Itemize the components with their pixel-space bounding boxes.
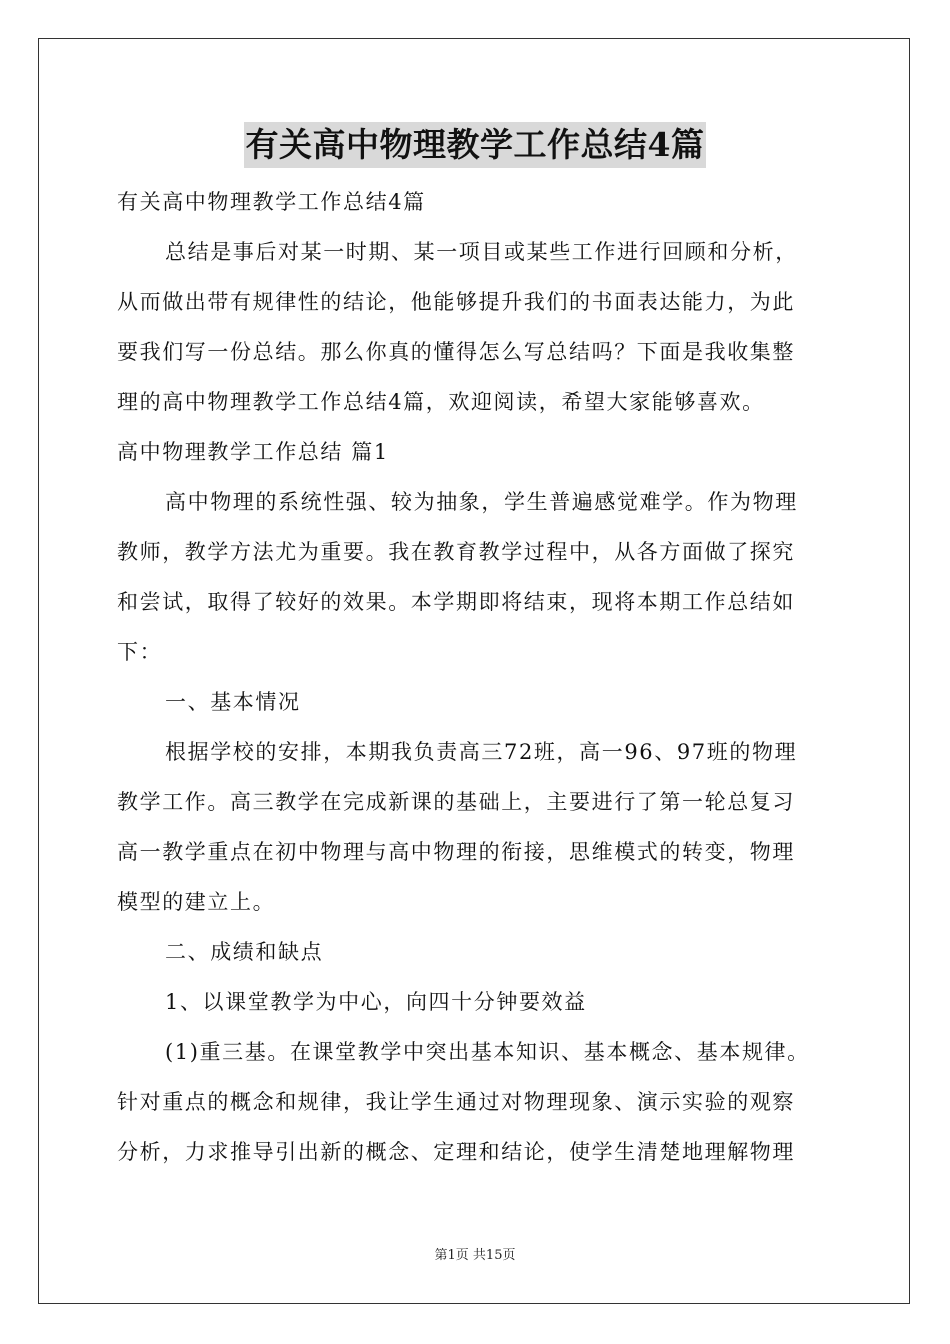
document-title: 有关高中物理教学工作总结4篇 (244, 122, 707, 168)
text-line: 教学工作。高三教学在完成新课的基础上，主要进行了第一轮总复习 (117, 790, 795, 814)
text-line: 从而做出带有规律性的结论，他能够提升我们的书面表达能力，为此 (117, 290, 795, 314)
text-line: (1)重三基。在课堂教学中突出基本知识、基本概念、基本规律。 (165, 1040, 810, 1064)
text-line: 二、成绩和缺点 (165, 940, 324, 964)
text-line: 高中物理的系统性强、较为抽象，学生普遍感觉难学。作为物理 (165, 490, 798, 514)
text-line: 总结是事后对某一时期、某一项目或某些工作进行回顾和分析， (165, 240, 798, 264)
title-container (0, 122, 950, 168)
text-line: 模型的建立上。 (117, 890, 276, 914)
text-line: 要我们写一份总结。那么你真的懂得怎么写总结吗？下面是我收集整 (117, 340, 795, 364)
text-line: 理的高中物理教学工作总结4篇，欢迎阅读，希望大家能够喜欢。 (117, 390, 765, 414)
text-line: 1、以课堂教学为中心，向四十分钟要效益 (165, 990, 587, 1014)
text-line: 和尝试，取得了较好的效果。本学期即将结束，现将本期工作总结如 (117, 590, 795, 614)
text-line: 高中物理教学工作总结 篇1 (117, 440, 389, 464)
page-footer: 第1页 共15页 (434, 1248, 516, 1263)
text-line: 高一教学重点在初中物理与高中物理的衔接，思维模式的转变，物理 (117, 840, 795, 864)
text-line: 有关高中物理教学工作总结4篇 (117, 190, 426, 214)
text-line: 根据学校的安排，本期我负责高三72班，高一96、97班的物理 (165, 740, 798, 764)
text-line: 针对重点的概念和规律，我让学生通过对物理现象、演示实验的观察 (117, 1090, 795, 1114)
text-line: 一、基本情况 (165, 690, 301, 714)
text-line: 教师，教学方法尤为重要。我在教育教学过程中，从各方面做了探究 (117, 540, 795, 564)
document-body (117, 177, 847, 1177)
text-line: 下： (117, 640, 163, 664)
text-line: 分析，力求推导引出新的概念、定理和结论，使学生清楚地理解物理 (117, 1140, 795, 1164)
